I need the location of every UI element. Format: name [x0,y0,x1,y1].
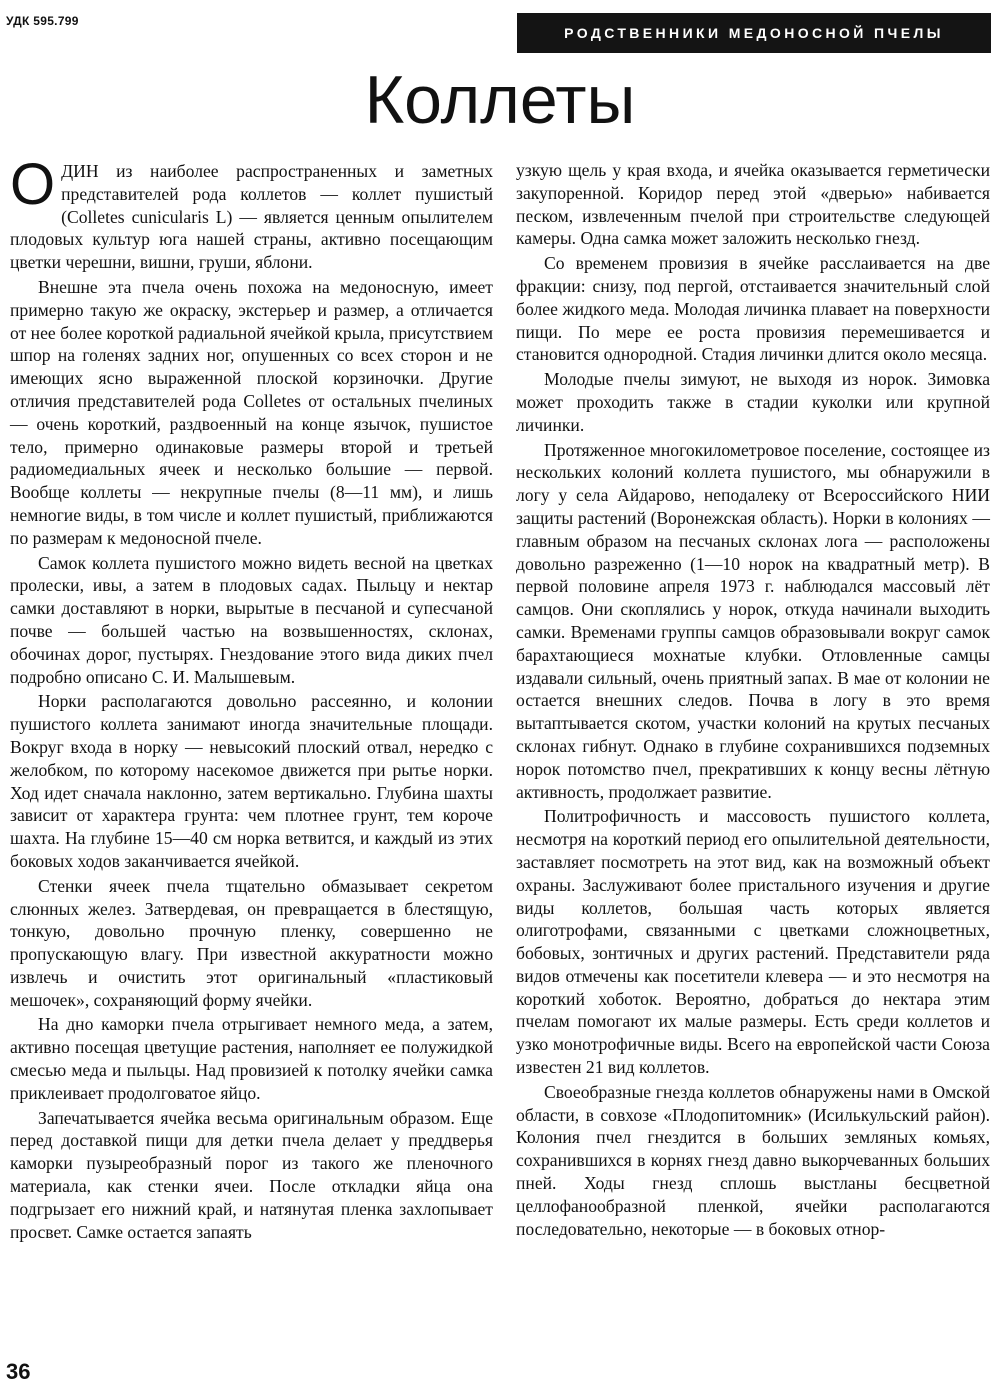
paragraph: Политрофичность и массовость пушистого коллета, несмотря на короткий период его опылительной деятельности, заставляет посмотреть на этот вид, как на возможный объект охраны. Заслуживают более пристального изучения и другие виды коллетов, большая часть которых является олиготрофами, связанными с цветками сложноцветных, бобовых, зонтичных и других растений. Представители ряда видов отмечены как посетители клевера — и это несмотря на короткий хоботок. Вероятно, добраться до нектара этим пчелам помогают их малые размеры. Есть среди коллетов и узко монотрофичные виды. Всего на европейской части Союза известен 21 вид коллетов. [516,806,990,1078]
paragraph: Самок коллета пушистого можно видеть весной на цветках пролески, ивы, а затем в плодовых садах. Пыльцу и нектар самки доставляют в норки, вырытые в песчаной и супесчаной почве — большей частью на возвышенностях, склонах, обочинах дорог, пустырях. Гнездование этого вида диких пчел подробно описано С. И. Малышевым. [10,552,493,687]
paragraph-text: ДИН из наиболее распространенных и заметных представителей рода коллетов — коллет пушистый (Colletes cunicularis L) — является ценным опылителем плодовых культур юга нашей страны, активно посещающим цветки черешни, вишни, груши, яблони. [10,161,493,273]
paragraph: Протяженное многокилометровое поселение, состоящее из нескольких колоний коллета пушистого, мы обнаружили в логу у села Айдарово, неподалеку от Всероссийского НИИ защиты растений (Воронежская область). Норки в колониях — главным образом на песчаных склонах лога — расположены довольно разреженно (1—10 норок на квадратный метр). В первой половине апреля 1973 г. наблюдался массовый лёт самцов. Они скоплялись у норок, откуда начинали выходить самки. Временами группы самцов образовывали вокруг самок барахтающиеся мохнатые клубки. Отловленные самцы издавали сильный, очень приятный запах. В мае от колонии не остается внешних следов. Почва в логу в это время вытаптывается скотом, участки колоний на крутых песчаных склонах гибнут. Однако в глубине сохранившихся подземных норок потомство пчел, прекративших к концу весны лётную активность, продолжает развитие. [516,439,990,802]
paragraph: Молодые пчелы зимуют, не выходя из норок. Зимовка может проходить также в стадии куколки или крупной личинки. [516,369,990,435]
section-rubric: РОДСТВЕННИКИ МЕДОНОСНОЙ ПЧЕЛЫ [517,13,991,53]
paragraph: Со временем провизия в ячейке расслаивается на две фракции: снизу, под пергой, отстаивается значительный слой более жидкого меда. Молодая личинка плавает на поверхности пищи. По мере ее роста провизия перемешивается и становится однородной. Стадия личинки длится около месяца. [516,253,990,365]
paragraph: Стенки ячеек пчела тщательно обмазывает секретом слюнных желез. Затвердевая, он превращается в блестящую, тонкую, довольно прочную пленку, совершенно не пропускающую влагу. При известной аккуратности можно извлечь и очистить этот оригинальный «пластиковый мешочек», сохраняющий форму ячейки. [10,875,493,1010]
paragraph: Своеобразные гнезда коллетов обнаружены нами в Омской области, в совхозе «Плодопитомник» (Исилькульский район). Колония пчел гнездится в больших земляных комьях, сохранившихся в корнях гнезд давно выкорчеванных больших пней. Ходы гнезд сплошь выстланы бесцветной целлофанообразной пленкой, ячейки располагаются последовательно, некоторые — в боковых отнор- [516,1081,990,1239]
paragraph [10,152,493,274]
paragraph: Запечатывается ячейка весьма оригинальным образом. Еще перед доставкой пищи для детки пчела делает у преддверья каморки пузыреобразный порог из такого же пленочного материала, как стенки ячеи. После откладки яйца она подгрызает его нижний край, и натянутая пленка захлопывает просвет. Самке остается запаять [10,1107,493,1242]
udc-code: УДК 595.799 [6,14,79,28]
paragraph: Норки располагаются довольно рассеянно, и колонии пушистого коллета занимают иногда значительные площади. Вокруг входа в норку — невысокий плоский отвал, нередко с желобком, по которому насекомое движется при рытье норки. Ход идет сначала наклонно, затем вертикально. Глубина шахты зависит от характера грунта: чем плотнее грунт, тем короче шахта. На глубине 15—40 см норка ветвится, и каждый из этих боковых ходов заканчивается ячейкой. [10,691,493,871]
page-number: 36 [6,1359,31,1384]
article-title: Коллеты [364,62,636,138]
paragraph: узкую щель у края входа, и ячейка оказывается герметически закупоренной. Коридор перед этой «дверью» набивается песком, извлеченным пчелой при строительстве следующей камеры. Одна самка может заложить несколько гнезд. [516,160,990,249]
right-column [516,159,990,1242]
paragraph: На дно каморки пчела отрыгивает немного меда, а затем, активно посещая цветущие растения, наполняет ее полужидкой смесью меда и пыльцы. Над провизией к потолку ячейки самка приклеивает продолговатое яйцо. [10,1014,493,1103]
paragraph: Внешне эта пчела очень похожа на медоносную, имеет примерно такую же окраску, экстерьер и размер, а отличается от нее более короткой радиальной ячейкой крыла, присутствием шпор на голенях задних ног, опушенных со всех сторон и не имеющих ясно выраженной плоской корзиночки. Другие отличия представителей рода Colletes от остальных пчелиных — очень короткий, раздвоенный на конце язычок, пушистое тело, примерно одинаковые размеры второй и третьей радиомедиальных ячеек и несколько большие — первой. Вообще коллеты — некрупные пчелы (8—11 мм), и лишь немногие виды, в том числе и коллет пушистый, приближаются по размерам к медоносной пчеле. [10,276,493,548]
left-column [10,152,493,1245]
drop-cap: О [10,152,56,217]
